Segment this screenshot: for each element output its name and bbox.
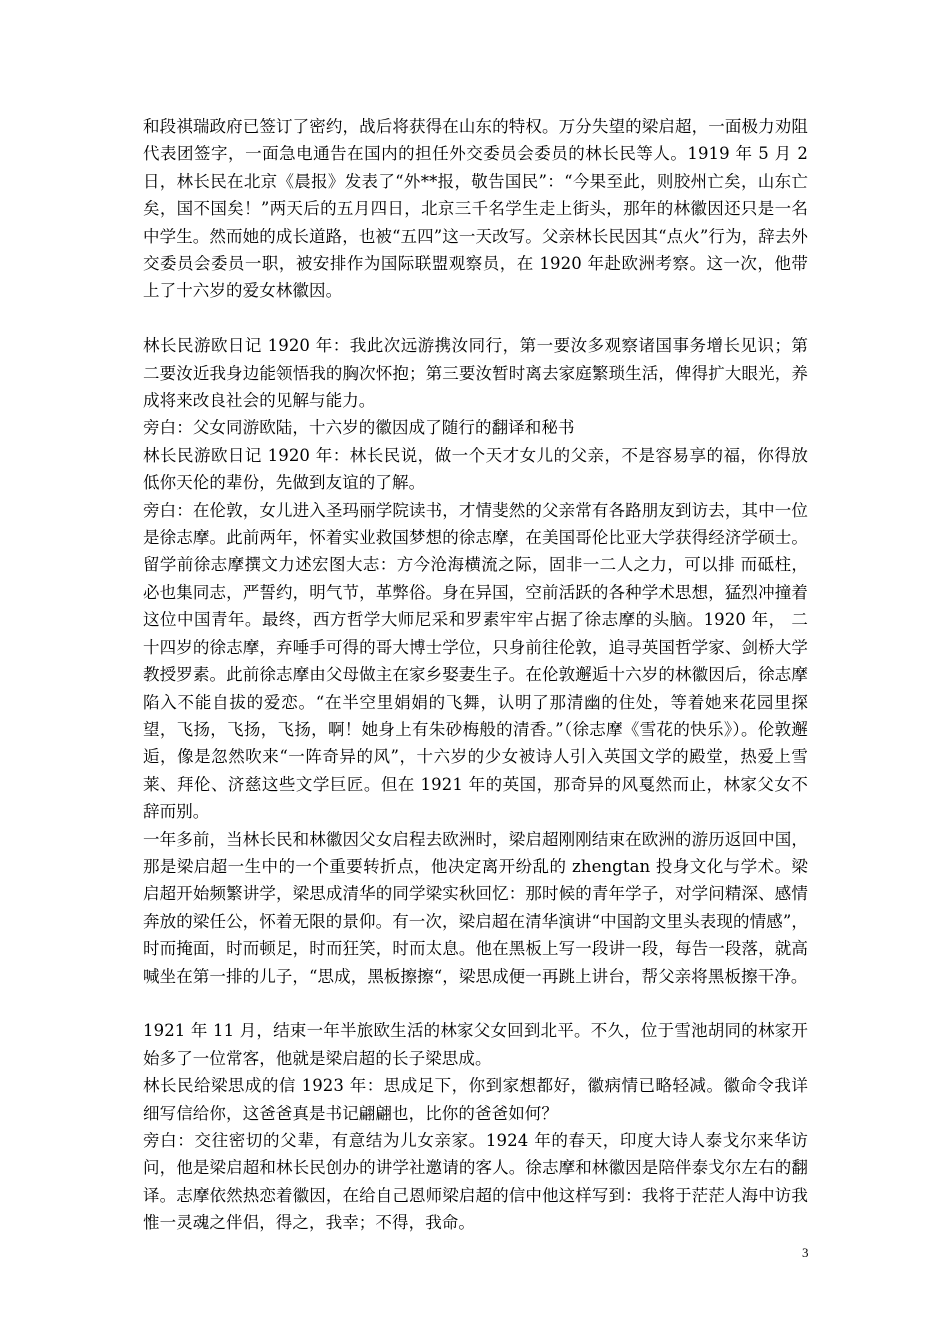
paragraph-9: 旁白：交往密切的父辈，有意结为儿女亲家。1924 年的春天，印度大诗人泰戈尔来华访问，他是梁启超和林长民创办的讲学社邀请的客人。徐志摩和林徽因是陪伴泰戈尔左右的翻译。志摩依然热恋着徽因，在给自己恩师梁启超的信中他这样写到：我将于茫茫人海中访我惟一灵魂之伴侣，得之，我幸；不得，我命。: [143, 1131, 808, 1233]
paragraph-4: 林长民游欧日记 1920 年：林长民说，做一个天才女儿的父亲，不是容易享的福，你得放低你天伦的辈份，先做到友谊的了解。: [143, 445, 808, 493]
paragraph-spacer: [143, 305, 808, 332]
paragraph-spacer: [143, 990, 808, 1017]
paragraph-3: 旁白：父女同游欧陆，十六岁的徽因成了随行的翻译和秘书: [143, 418, 575, 438]
document-body: [143, 113, 808, 1237]
paragraph-2: 林长民游欧日记 1920 年：我此次远游携汝同行，第一要汝多观察诸国事务增长见识；第二要汝近我身边能领悟我的胸次怀抱；第三要汝暂时离去家庭繁琐生活，俾得扩大眼光，养成将来改良社会的见解与能力。: [143, 336, 808, 411]
paragraph-8: 林长民给梁思成的信 1923 年：思成足下，你到家想都好，徽病情已略轻减。徽命令我详细写信给你，这爸爸真是书记翩翩也，比你的爸爸如何？: [143, 1076, 808, 1123]
paragraph-6: 一年多前，当林长民和林徽因父女启程去欧洲时，梁启超刚刚结束在欧洲的游历返回中国，那是梁启超一生中的一个重要转折点，他决定离开纷乱的 zhengtan 投身文化与学术。梁启超开始频繁讲学，梁思成清华的同学梁实秋回忆：那时候的青年学子，对学问精深、感情奔放的梁任公，怀着无限的景仰。有一次，梁启超在清华演讲“中国韵文里头表现的情感”，时而掩面，时而顿足，时而狂笑，时而太息。他在黑板上写一段讲一段，每告一段落，就高喊坐在第一排的儿子，“思成，黑板擦擦“，梁思成便一再跳上讲台，帮父亲将黑板擦干净。: [143, 829, 808, 986]
paragraph-7: 1921 年 11 月，结束一年半旅欧生活的林家父女回到北平。不久，位于雪池胡同的林家开始多了一位常客，他就是梁启超的长子梁思成。: [143, 1021, 808, 1068]
paragraph-1: 和段祺瑞政府已签订了密约，战后将获得在山东的特权。万分失望的梁启超，一面极力劝阻代表团签字，一面急电通告在国内的担任外交委员会委员的林长民等人。1919 年 5 月 2 日，林长民在北京《晨报》发表了“外**报，敬告国民”：“今果至此，则胶州亡矣，山东亡矣，国不国矣！”两天后的五月四日，北京三千名学生走上街头，那年的林徽因还只是一名中学生。然而她的成长道路，也被“五四”这一天改写。父亲林长民因其“点火”行为，辞去外交委员会委员一职，被安排作为国际联盟观察员，在 1920 年赴欧洲考察。这一次，他带上了十六岁的爱女林徽因。: [143, 117, 808, 301]
paragraph-5: 旁白：在伦敦，女儿进入圣玛丽学院读书，才情斐然的父亲常有各路朋友到访去，其中一位是徐志摩。此前两年，怀着实业救国梦想的徐志摩，在美国哥伦比亚大学获得经济学硕士。留学前徐志摩撰文力述宏图大志：方今沧海横流之际，固非一二人之力，可以排 而砥柱，必也集同志，严誓约，明气节，革弊俗。身在异国，空前活跃的各种学术思想，猛烈冲撞着这位中国青年。最终，西方哲学大师尼采和罗素牢牢占据了徐志摩的头脑。1920 年， 二十四岁的徐志摩，弃唾手可得的哥大博士学位，只身前往伦敦，追寻英国哲学家、剑桥大学教授罗素。此前徐志摩由父母做主在家乡娶妻生子。在伦敦邂逅十六岁的林徽因后，徐志摩陷入不能自拔的爱恋。“在半空里娟娟的飞舞，认明了那清幽的住处，等着她来花园里探望，飞扬，飞扬，飞扬，啊！她身上有朱砂梅般的清香。”（徐志摩《雪花的快乐》）。伦敦邂逅，像是忽然吹来“一阵奇异的风”，十六岁的少女被诗人引入英国文学的殿堂，热爱上雪莱、拜伦、济慈这些文学巨匠。但在 1921 年的英国，那奇异的风戛然而止，林家父女不辞而别。: [143, 500, 808, 822]
page-number: 3: [802, 1245, 809, 1260]
